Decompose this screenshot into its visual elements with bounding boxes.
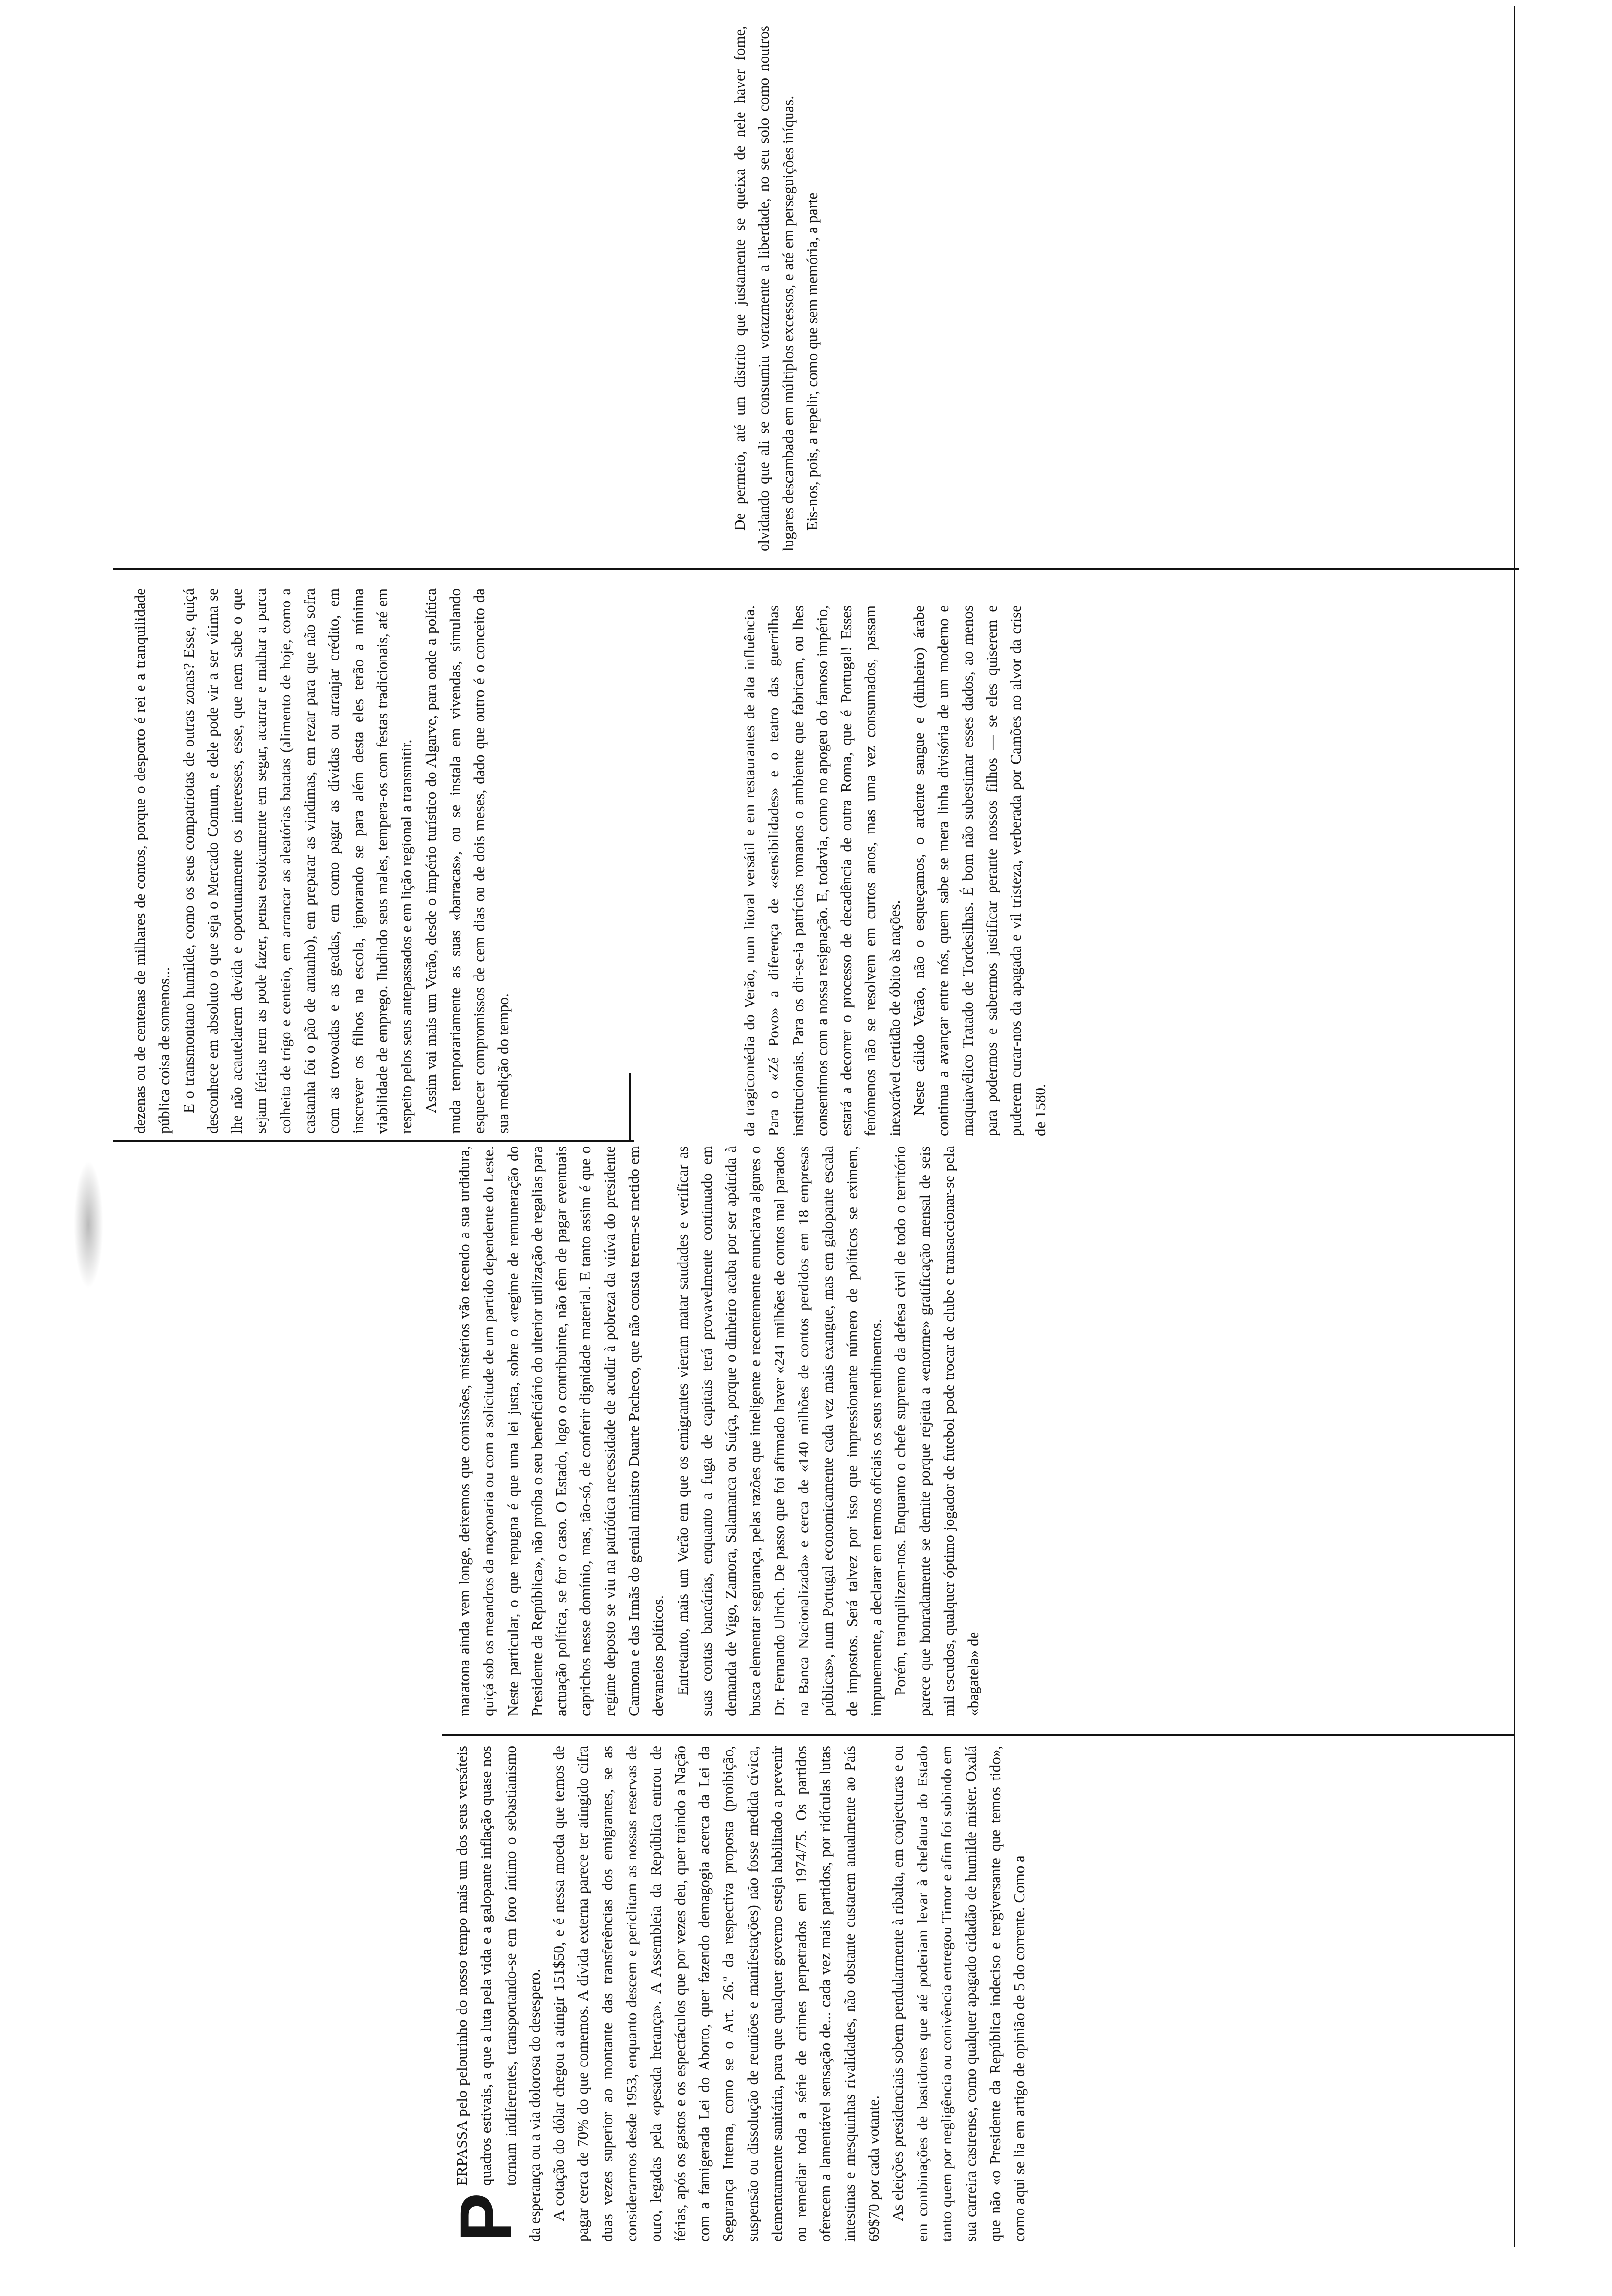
paragraph: Entretanto, mais um Verão em que os emigrantes vieram matar saudades e verificar as suas contas bancárias, enquanto a fuga de capitais terá provavelmente continuado em demanda de Vigo, Zamora, Salamanca ou Suíça, porque o dinheiro acaba por ser apátrida à busca elementar segurança, pelas razões que inteligente e recentemente enunciava algures o Dr. Fernando Ulrich. De passo que foi afirmado haver «241 milhões de contos mal parados na Banca Nacionalizada» e cerca de «140 milhões de contos perdidos em 18 empresas públicas», num Portugal economicamente cada vez mais exangue, mas em galopante escala de impostos. Será talvez por isso que impressionante número de políticos se eximem, impunemente, a declarar em termos oficiais os seus rendimentos. xyxy=(673,1146,885,1716)
paragraph: As eleições presidenciais sobem pendularmente à ribalta, em conjecturas e ou em combinações de bastidores que até poderiam levar à chefatura do Estado tanto quem por negligência ou conivência entregou Timor e afim foi subindo em sua carreira castrense, como qualquer apagado cidadão de humilde mister. Oxalá que não «o Presidente da República indeciso e tergiversante que temos tido», como aqui se lia em artigo de opinião de 5 do corrente. Como a xyxy=(889,1746,1028,2242)
column-rule xyxy=(442,1734,1514,1736)
paragraph: maratona ainda vem longe, deixemos que comissões, mistérios vão tecendo a sua urdidura, quiçá sob os meandros da maçonaria ou com a solicitude de um partido dependente do Leste. Neste particular, o que repugna é que uma lei justa, sobre o «regime de remuneração do Presidente da República», não proíba o seu beneficiário do ulterior utilização de regalias para actuação política, se for o caso. O Estado, logo o contribuinte, não têm de pagar eventuais caprichos nesse domínio, mas, tão-só, de conferir dignidade material. E tanto assim é que o regime deposto se viu na patriótica necessidade de acudir à pobreza da viúva do presidente Carmona e das Irmãs do genial ministro Duarte Pacheco, que não consta terem-se metido em devaneios políticos. xyxy=(456,1146,667,1716)
column-rule xyxy=(113,1140,634,1142)
paragraph: Porém, tranquilizem-nos. Enquanto o chefe supremo da defesa civil de todo o território parece que honradamente se demite porque rejeita a «enorme» gratificação mensal de seis mil escudos, qualquer óptimo jogador de futebol pode trocar de clube e transaccionar-se pela «bagatela» de xyxy=(892,1146,982,1716)
column-5 xyxy=(727,26,1524,551)
paragraph: ERPASSA pelo pelourinho do nosso tempo mais um dos seus versáteis quadros estivais, a que a luta pela vida e a galopante inflação quase nos tornam indiferentes, transportando-se em foro íntimo o sebastianismo da esperança ou a via dolorosa do desespero. xyxy=(453,1746,543,2242)
column-4 xyxy=(128,588,865,1134)
drop-cap: P xyxy=(444,2192,527,2242)
paragraph: Assim vai mais um Verão, desde o império turístico do Algarve, para onde a política muda temporariamente as suas «barracas», ou se instala em vivendas, simulando esquecer compromissos de cem dias ou de dois meses, dado que outro é o conceito da sua medição do tempo. xyxy=(422,588,512,1134)
paragraph: da tragicomédia do Verão, num litoral versátil e em restaurantes de alta influência. Para o «Zé Povo» a diferença de «sensibilidades» e o teatro das guerrilhas institucionais. Para os dir-se-ia patrícios romanos o ambiente que fabricam, ou lhes consentimos com a nossa resignação. E, todavia, como no apogeu do famoso império, estará a decorrer o processo de decadência de outra Roma, que é Portugal! Esses fenómenos não se resolvem em curtos anos, mas uma vez consumados, passam inexorável certidão de óbito às nações. xyxy=(741,605,903,1136)
paragraph: E o transmontano humilde, como os seus compatriotas de outras zonas? Esse, quiçá desconhece em absoluto o que seja o Mercado Comum, e dele pode vir a ser vítima se lhe não acautelarem devida e oportunamente os interesses, esse, que nem sabe o que sejam férias nem as pode fazer, pensa estoicamente em segar, acarrar e malhar a parca colheita de trigo e centeio, em arrancar as aleatórias batatas (alimento de hoje, como a castanha foi o pão de antanho), em preparar as vindimas, em rezar para que não sofra com as trovoadas e as geadas, em como pagar as dívidas ou arranjar crédito, em inscrever os filhos na escola, ignorando se para além desta eles terão a mínima viabilidade de emprego. Iludindo seus males, tempera-os com festas tradicionais, até em respeito pelos seus antepassados e em lição regional a transmitir. xyxy=(179,588,415,1134)
column-rule xyxy=(113,568,1519,570)
paragraph: Neste cálido Verão, não o esqueçamos, o ardente sangue e (dinheiro) árabe continua a avançar entre nós, quem sabe se mera linha divisória de um moderno e maquiavélico Tratado de Tordesilhas. É bom não subestimar esses dados, ao menos para podermos e sabermos justificar perante nossos filhos — se eles quiserem e puderem curar-nos da apagada e vil tristeza, verberada por Camões no alvor da crise de 1580. xyxy=(910,605,1049,1136)
paragraph: De permeio, até um distrito que justamente se queixa de nele haver fome, olvidando que ali se consumiu vorazmente a liberdade, no seu solo como noutros lugares descambada em múltiplos excessos, e até em perseguições iníquas. xyxy=(731,26,797,551)
scan-smudge xyxy=(74,1161,103,1289)
paragraph: dezenas ou de centenas de milhares de contos, porque o desporto é rei e a tranquilidade pública coisa de somenos... xyxy=(131,588,173,1134)
column-1 xyxy=(444,1746,1501,2242)
paragraph: Eis-nos, pois, a repelir, como que sem memória, a parte xyxy=(803,192,821,531)
column-2 xyxy=(452,1146,1504,1716)
paragraph: A cotação do dólar chegou a atingir 151$50, e é nessa moeda que temos de pagar cerca de 70% do que comemos. A dívida externa parece ter atingido cifra duas vezes superior ao montante das transferências dos emigrantes, se as considerarmos desde 1953, enquanto descem e periclitam as nossas reservas de ouro, legadas pela «pesada herança». A Assembleia da República entrou de férias, após os gastos e os espectáculos que por vezes deu, quer traindo a Nação com a famigerada Lei do Aborto, quer fazendo demagogia acerca da Lei da Segurança Interna, como se o Art. 26.º da respectiva proposta (proibição, suspensão ou dissolução de reuniões e manifestações) não fosse medida cívica, elementarmente sanitária, para que qualquer governo esteja habilitado a prevenir ou remediar toda a série de crimes perpetrados em 1974/75. Os partidos oferecem a lamentável sensação de... cada vez mais partidos, por ridículas lutas intestinas e mesquinhas rivalidades, não obstante custarem anualmente ao País 69$70 por cada votante. xyxy=(550,1746,883,2242)
